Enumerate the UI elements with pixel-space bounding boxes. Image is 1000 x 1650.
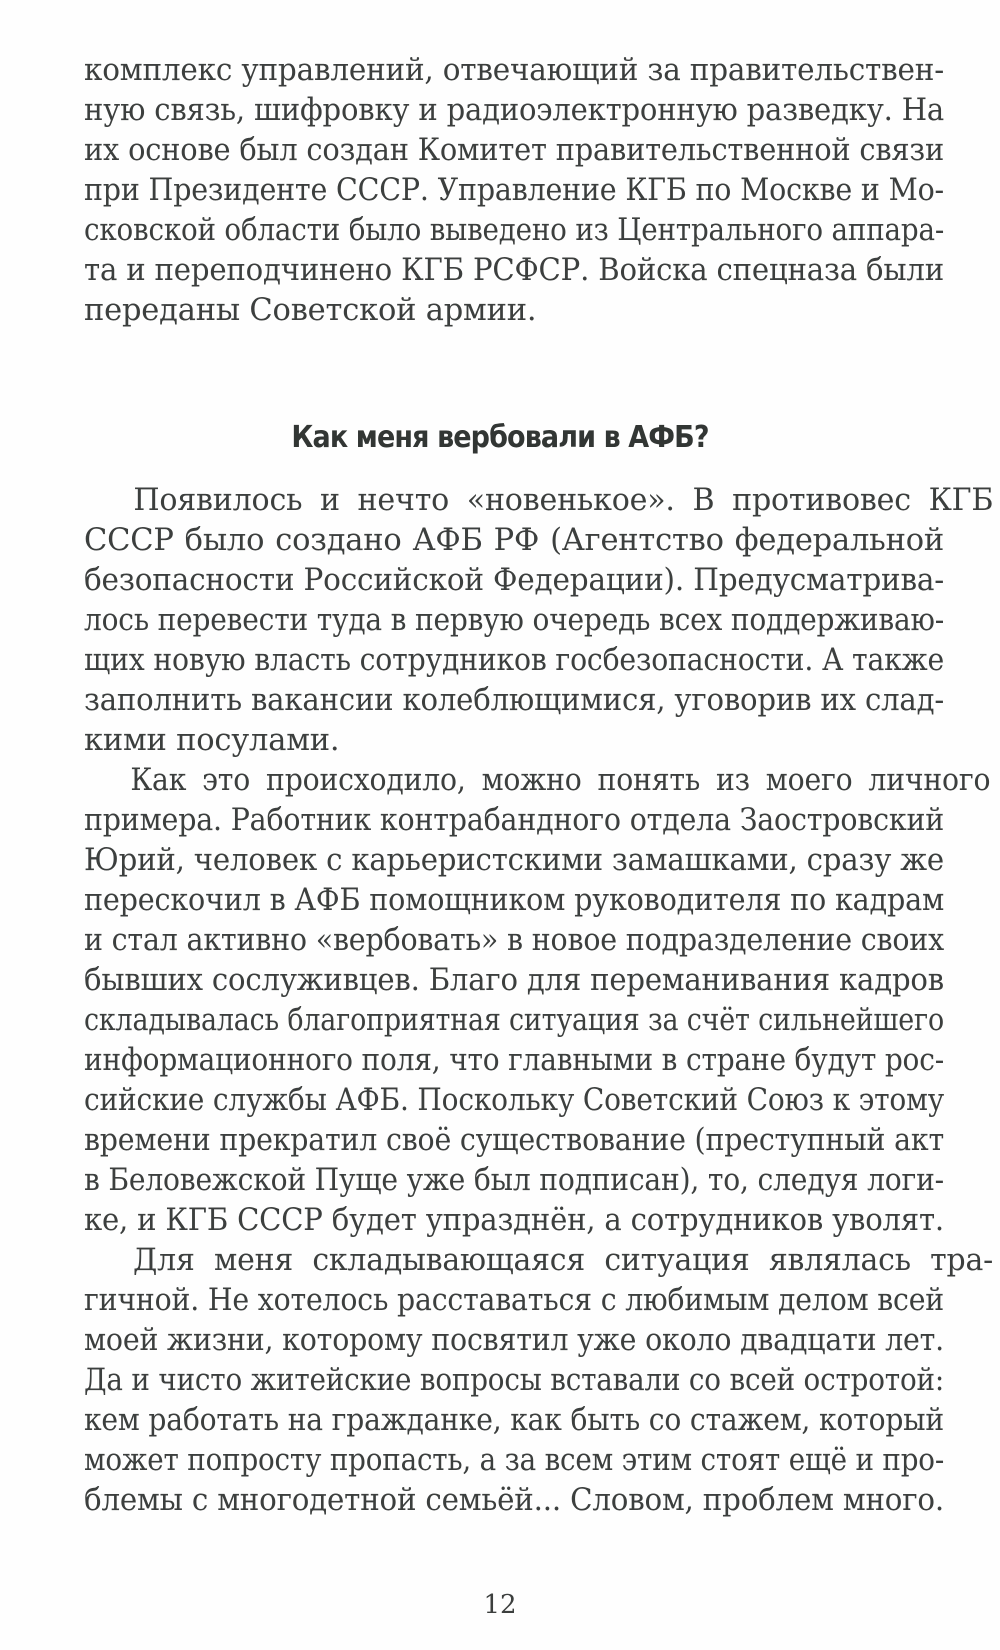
text-line: заполнить вакансии колеблющимися, уговорив их слад- xyxy=(84,683,945,718)
text-line: кими посулами. xyxy=(84,723,340,758)
text-line: та и переподчинено КГБ РСФСР. Войска спецназа были xyxy=(84,253,944,288)
text-line: их основе был создан Комитет правительственной связи xyxy=(84,133,944,168)
text-line: кем работать на гражданке, как быть со стажем, который xyxy=(84,1403,945,1438)
text-line: сковской области было выведено из Центрального аппара- xyxy=(84,213,945,248)
text-line: комплекс управлений, отвечающий за правительствен- xyxy=(84,53,944,88)
text-line: складывалась благоприятная ситуация за счёт сильнейшего xyxy=(84,1003,944,1038)
text-line: лось перевести туда в первую очередь всех поддерживаю- xyxy=(84,603,945,638)
page-number: 12 xyxy=(483,1590,517,1620)
text-line: и стал активно «вербовать» в новое подразделение своих xyxy=(84,923,944,958)
text-line: переданы Советской армии. xyxy=(84,293,537,328)
text-line: моей жизни, которому посвятил уже около двадцати лет. xyxy=(84,1323,945,1358)
text-line: примера. Работник контрабандного отдела Заостровский xyxy=(84,803,945,838)
text-line: гичной. Не хотелось расставаться с любимым делом всей xyxy=(84,1283,945,1318)
text-line: блемы с многодетной семьёй... Словом, проблем много. xyxy=(84,1483,944,1518)
text-line: СССР было создано АФБ РФ (Агентство федеральной xyxy=(84,523,944,558)
section-heading: Как меня вербовали в АФБ? xyxy=(291,420,709,455)
text-line: Как это происходило, можно понять из моего личного xyxy=(130,763,991,798)
text-line: времени прекратил своё существование (преступный акт xyxy=(84,1123,944,1158)
text-line: информационного поля, что главными в стране будут рос- xyxy=(84,1043,944,1078)
text-line: может попросту пропасть, а за всем этим стоят ещё и про- xyxy=(84,1443,945,1478)
text-line: при Президенте СССР. Управление КГБ по Москве и Мо- xyxy=(84,173,944,208)
text-line: Для меня складывающаяся ситуация являлась тра- xyxy=(133,1243,994,1278)
text-line: ке, и КГБ СССР будет упразднён, а сотрудников уволят. xyxy=(84,1203,944,1238)
text-line: Юрий, человек с карьеристскими замашками, сразу же xyxy=(84,843,944,878)
text-line: Появилось и нечто «новенькое». В противовес КГБ xyxy=(133,483,994,518)
text-line: в Беловежской Пуще уже был подписан), то, следуя логи- xyxy=(84,1163,944,1198)
text-line: Да и чисто житейские вопросы вставали со всей остротой: xyxy=(84,1363,945,1398)
text-line: сийские службы АФБ. Поскольку Советский Союз к этому xyxy=(84,1083,945,1118)
text-line: бывших сослуживцев. Благо для переманивания кадров xyxy=(84,963,944,998)
text-line: щих новую власть сотрудников госбезопасности. А также xyxy=(84,643,945,678)
text-line: перескочил в АФБ помощником руководителя по кадрам xyxy=(84,883,945,918)
text-line: ную связь, шифровку и радиоэлектронную разведку. На xyxy=(84,93,944,128)
text-line: безопасности Российской Федерации). Предусматрива- xyxy=(84,563,945,598)
